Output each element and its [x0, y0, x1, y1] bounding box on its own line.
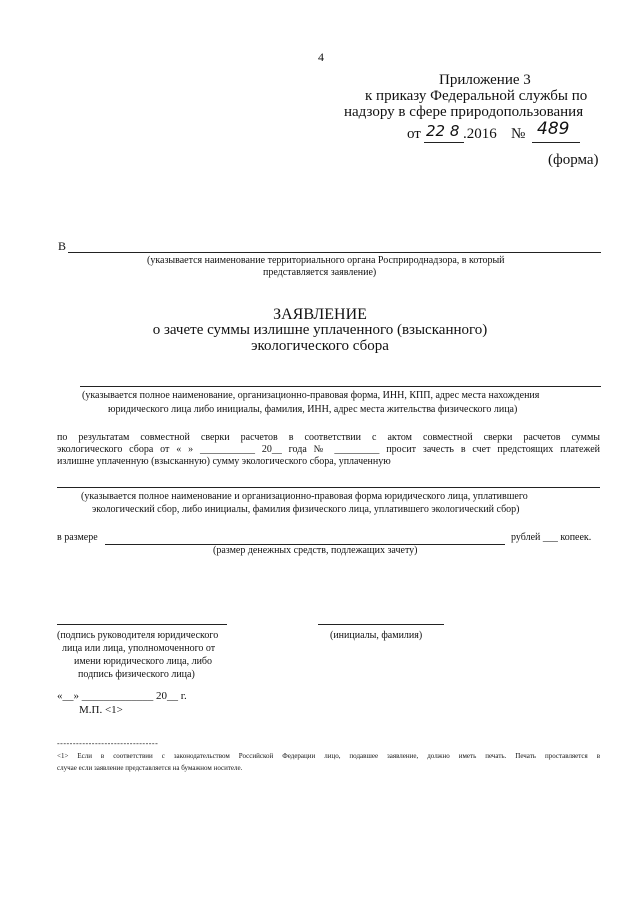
applicant-hint-line1: (указывается полное наименование, организационно-правовая форма, ИНН, КПП, адрес места нахождения: [82, 390, 540, 401]
amount-hint: (размер денежных средств, подлежащих зачету): [213, 545, 418, 556]
amount-rubles-kopecks: рублей ___ копеек.: [511, 532, 592, 543]
payer-field-line: [57, 487, 600, 488]
order-date-handwritten: 22 8: [426, 122, 460, 140]
order-date-prefix: от: [407, 126, 421, 142]
signature-caption-line1: (подпись руководителя юридического: [57, 630, 219, 641]
recipient-field-line: [68, 252, 601, 253]
recipient-prefix: В: [58, 239, 67, 253]
order-date-year: .2016: [463, 126, 497, 142]
signature-caption-line3: имени юридического лица, либо: [74, 656, 213, 667]
payer-hint-line1: (указывается полное наименование и организационно-правовая форма юридического лица, уплатившего: [81, 491, 528, 502]
document-subtitle-line1: о зачете суммы излишне уплаченного (взысканного): [152, 322, 488, 338]
amount-prefix: в размере: [57, 532, 98, 543]
order-date-underline: [424, 142, 464, 143]
order-number-underline: [532, 142, 580, 143]
recipient-hint-line2: представляется заявление): [263, 267, 377, 278]
signature-caption-line2: лица или лица, уполномоченного от: [62, 643, 216, 654]
order-number-sign: №: [511, 126, 526, 142]
order-reference-line2: надзору в сфере природопользования: [344, 104, 584, 120]
payer-hint-line2: экологический сбор, либо инициалы, фамилия физического лица, уплатившего экологический сбор): [92, 504, 520, 515]
body-text-line3: излишне уплаченную (взысканную) сумму экологического сбора, уплаченную: [57, 456, 391, 467]
stamp-placeholder: М.П. <1>: [79, 704, 123, 716]
applicant-hint-line2: юридического лица либо инициалы, фамилия, ИНН, адрес места жительства физического лица): [108, 404, 518, 415]
form-label: (форма): [548, 152, 599, 168]
applicant-field-line: [80, 386, 601, 387]
body-text-line1: по результатам совместной сверки расчетов в соответствии с актом совместной сверки расчетов суммы: [57, 432, 600, 443]
page-number: 4: [318, 50, 324, 64]
body-text-line2: экологического сбора от « » ___________ 20__ года № _________ просит зачесть в счет предстоящих платежей: [57, 444, 600, 455]
signature-caption-line4: подпись физического лица): [78, 669, 195, 680]
order-number-handwritten: 489: [537, 119, 570, 139]
footnote-separator: --------------------------------: [57, 739, 159, 748]
document-title: ЗАЯВЛЕНИЕ: [273, 306, 367, 323]
signing-date: «__» _____________ 20__ г.: [57, 690, 187, 702]
document-subtitle-line2: экологического сбора: [251, 338, 389, 354]
footnote-text-line1: <1> Если в соответствии с законодательством Российской Федерации лицо, подавшее заявление, должно иметь печать. Печать проставляется в: [57, 752, 600, 760]
order-reference-line1: к приказу Федеральной службы по: [365, 88, 588, 104]
recipient-hint-line1: (указывается наименование территориального органа Росприроднадзора, в который: [147, 255, 505, 266]
appendix-title: Приложение 3: [439, 72, 531, 88]
initials-caption: (инициалы, фамилия): [330, 630, 423, 641]
footnote-text-line2: случае если заявление представляется на бумажном носителе.: [57, 764, 243, 772]
signature-line: [57, 624, 227, 625]
initials-line: [318, 624, 444, 625]
